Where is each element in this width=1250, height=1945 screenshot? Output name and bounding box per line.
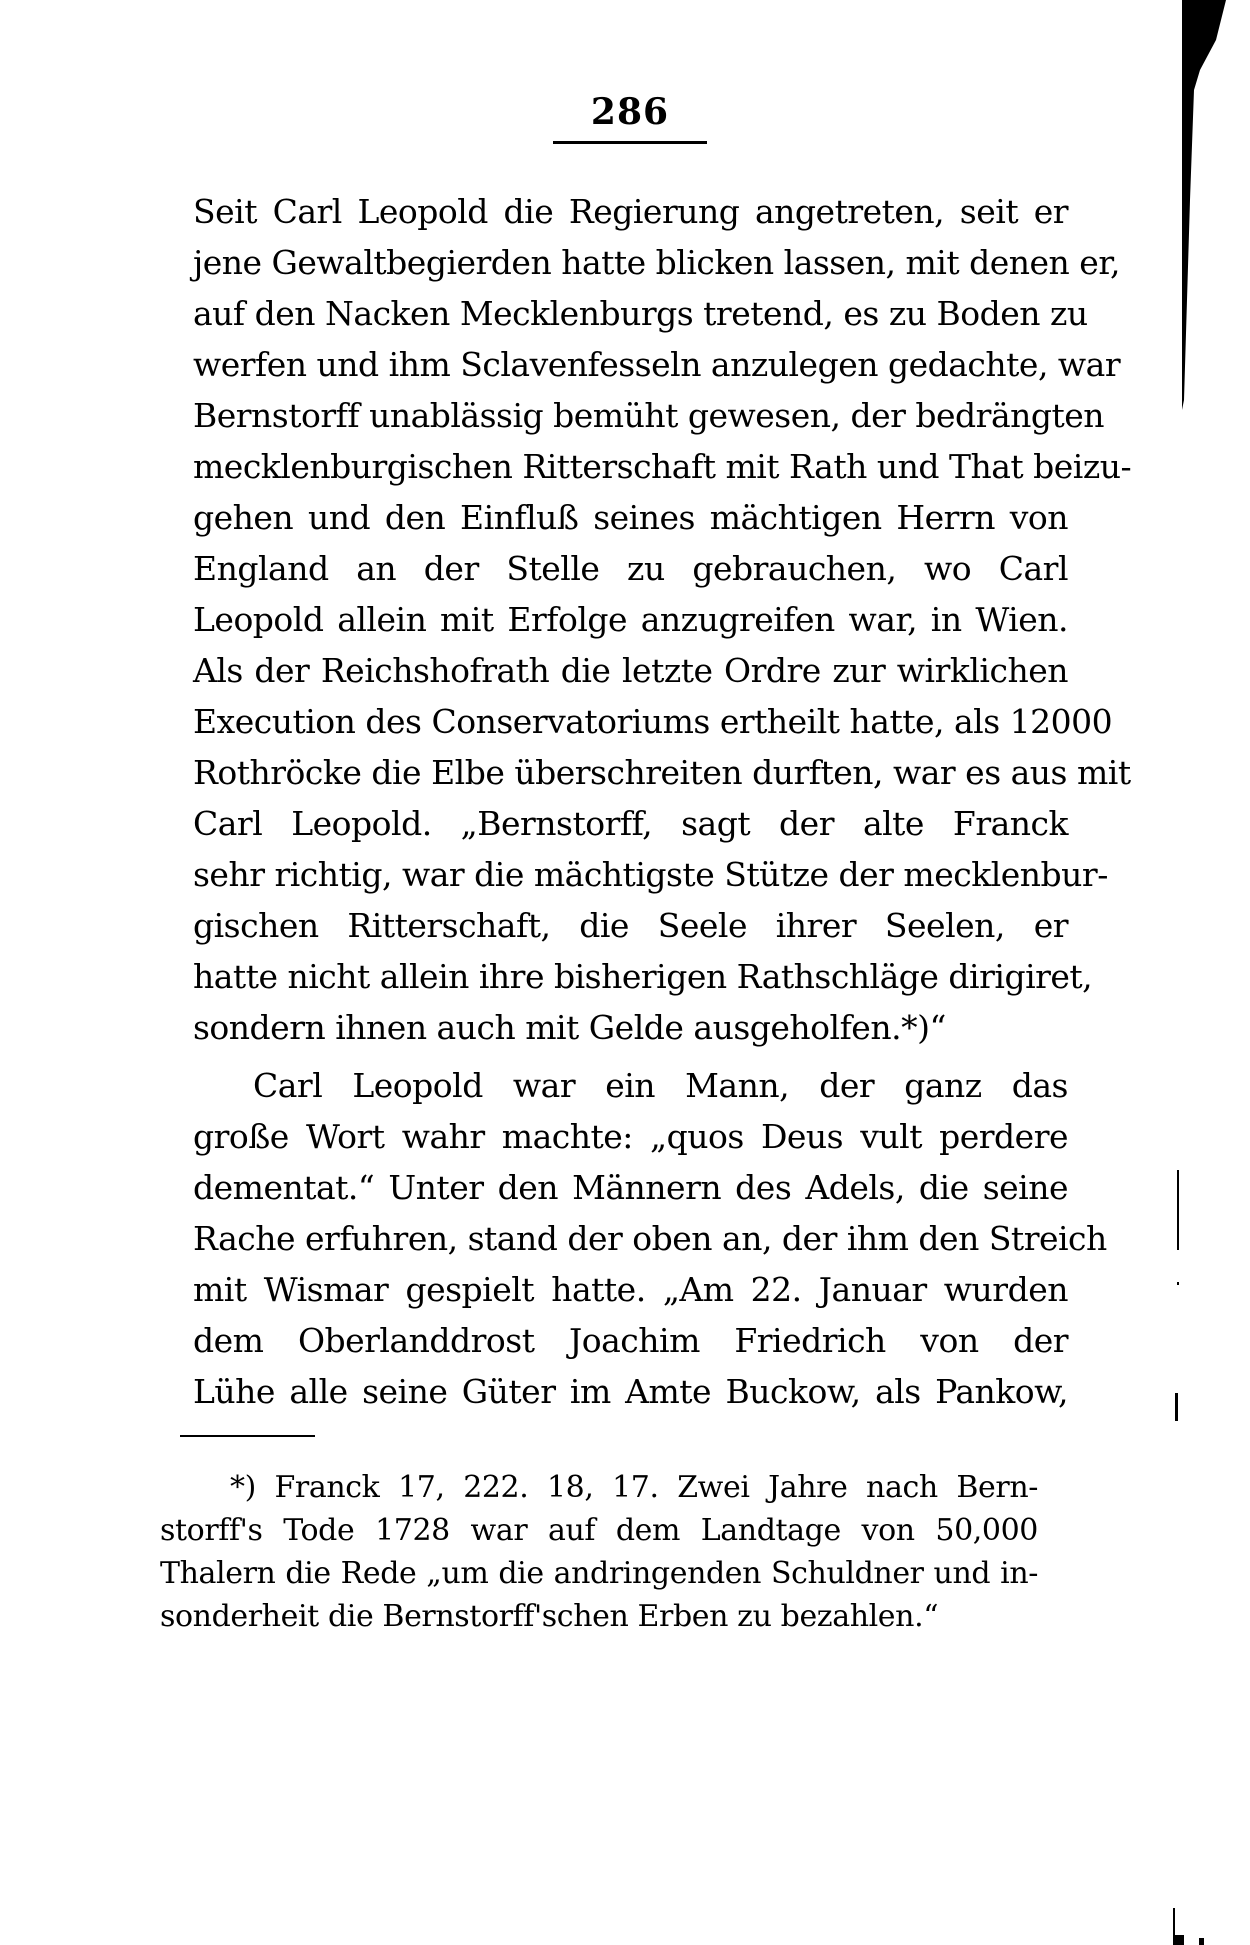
page-number: 286 bbox=[590, 91, 670, 133]
text-line: Lühe alle seine Güter im Amte Buckow, als Pankow, bbox=[193, 1372, 1068, 1411]
text-line: Leopold allein mit Erfolge anzugreifen war, in Wien. bbox=[193, 600, 1068, 639]
scan-mark bbox=[1174, 1935, 1184, 1945]
text-line: dem Oberlanddrost Joachim Friedrich von der bbox=[193, 1321, 1068, 1360]
scan-mark bbox=[1177, 1282, 1179, 1285]
text-line: England an der Stelle zu gebrauchen, wo Carl bbox=[193, 549, 1068, 588]
text-line: gehen und den Einfluß seines mächtigen Herrn von bbox=[193, 498, 1068, 537]
text-line: jene Gewaltbegierden hatte blicken lassen, mit denen er, bbox=[193, 243, 1120, 282]
footnote-line: sonderheit die Bernstorff'schen Erben zu bezahlen.“ bbox=[160, 1599, 939, 1634]
header-rule bbox=[553, 141, 707, 144]
text-line: sehr richtig, war die mächtigste Stütze der mecklenbur- bbox=[193, 855, 1108, 894]
footnote-line: storff's Tode 1728 war auf dem Landtage von 50,000 bbox=[160, 1513, 1038, 1548]
scan-mark bbox=[1199, 1938, 1204, 1945]
text-line: Rothröcke die Elbe überschreiten durften, war es aus mit bbox=[193, 753, 1131, 792]
text-line: Execution des Conservatoriums ertheilt hatte, als 12000 bbox=[193, 702, 1113, 741]
text-line: Seit Carl Leopold die Regierung angetreten, seit er bbox=[193, 192, 1068, 231]
text-line: große Wort wahr machte: „quos Deus vult perdere bbox=[193, 1117, 1068, 1156]
text-line: hatte nicht allein ihre bisherigen Rathschläge dirigiret, bbox=[193, 957, 1093, 996]
scan-mark bbox=[1177, 1170, 1179, 1250]
text-line: Carl Leopold war ein Mann, der ganz das bbox=[253, 1066, 1068, 1105]
text-line: gischen Ritterschaft, die Seele ihrer Seelen, er bbox=[193, 906, 1068, 945]
text-line: Carl Leopold. „Bernstorff, sagt der alte Franck bbox=[193, 804, 1068, 843]
text-line: Rache erfuhren, stand der oben an, der ihm den Streich bbox=[193, 1219, 1107, 1258]
text-line: auf den Nacken Mecklenburgs tretend, es zu Boden zu bbox=[193, 294, 1088, 333]
text-line: Bernstorff unablässig bemüht gewesen, der bedrängten bbox=[193, 396, 1105, 435]
text-line: sondern ihnen auch mit Gelde ausgeholfen.*)“ bbox=[193, 1008, 946, 1047]
text-line: mecklenburgischen Ritterschaft mit Rath und That beizu- bbox=[193, 447, 1132, 486]
text-line: dementat.“ Unter den Männern des Adels, die seine bbox=[193, 1168, 1068, 1207]
footnote-rule bbox=[180, 1435, 315, 1437]
scan-edge-shadow bbox=[1176, 0, 1236, 410]
text-line: Als der Reichshofrath die letzte Ordre zur wirklichen bbox=[193, 651, 1068, 690]
text-line: mit Wismar gespielt hatte. „Am 22. Januar wurden bbox=[193, 1270, 1068, 1309]
text-line: werfen und ihm Sclavenfesseln anzulegen gedachte, war bbox=[193, 345, 1121, 384]
scan-mark bbox=[1175, 1393, 1178, 1421]
footnote-line: Thalern die Rede „um die andringenden Schuldner und in- bbox=[160, 1556, 1038, 1591]
footnote-line: *) Franck 17, 222. 18, 17. Zwei Jahre nach Bern- bbox=[230, 1470, 1038, 1505]
